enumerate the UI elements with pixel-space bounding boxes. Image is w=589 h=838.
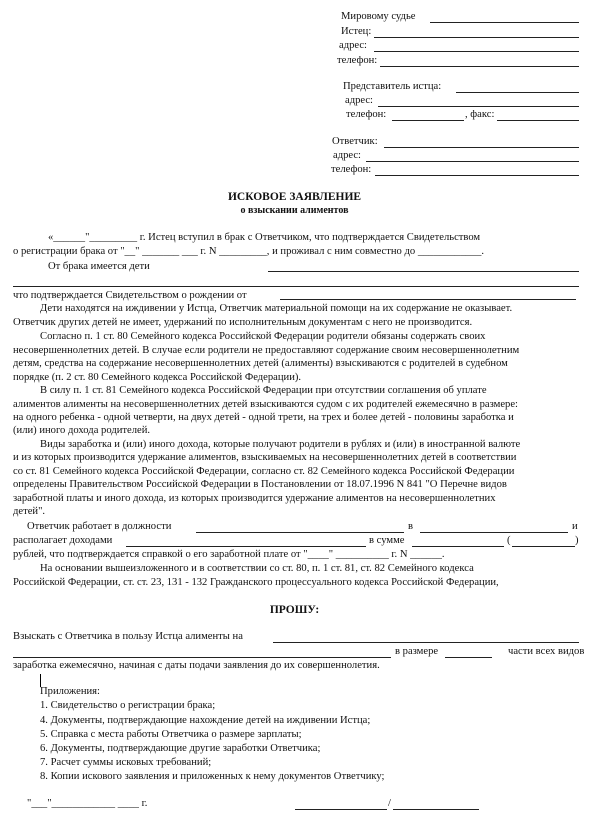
attachment-item: 6. Документы, подтверждающие другие заработки Ответчика;: [40, 743, 321, 754]
line-salary-cert: рублей, что подтверждается справкой о его заработной плате от "____" __________ г. N ______.: [13, 549, 445, 560]
defendant-label: Ответчик:: [332, 136, 378, 147]
page-title: ИСКОВОЕ ЗАЯВЛЕНИЕ: [227, 191, 362, 203]
line-27: На основании вышеизложенного и в соответствии со ст. 80, п. 1 ст. 81, ст. 82 Семейного кодекса: [40, 563, 474, 574]
plaintiff-address-label: адрес:: [339, 40, 368, 51]
birth-cert-field[interactable]: [280, 299, 576, 300]
rep-address-field[interactable]: [378, 106, 579, 107]
plaintiff-field[interactable]: [374, 37, 579, 38]
line-5: Дети находятся на иждивении у Истца, Ответчик материальной помощи на их содержание не оказывает.: [40, 303, 513, 314]
defendant-field[interactable]: [384, 147, 579, 148]
position-field[interactable]: [196, 532, 404, 533]
claim-field-2[interactable]: [13, 657, 391, 658]
signature-field[interactable]: [295, 809, 387, 810]
income-words-close: ): [575, 535, 579, 546]
attachment-item: 7. Расчет суммы исковых требований;: [40, 757, 212, 768]
claim-line-1: Взыскать с Ответчика в пользу Истца алименты на: [13, 631, 243, 642]
plaintiff-label: Истец:: [341, 26, 372, 37]
request-heading: ПРОШУ:: [269, 604, 320, 616]
attachments-title: Приложения:: [40, 686, 100, 697]
employer-field[interactable]: [420, 532, 568, 533]
income-words-field[interactable]: [512, 546, 575, 547]
claim-parts-label: части всех видов: [508, 646, 585, 657]
attachment-item: 5. Справка с места работы Ответчика о размере зарплаты;: [40, 729, 302, 740]
fax-label: , факс:: [465, 109, 495, 120]
plaintiff-address-field[interactable]: [374, 51, 579, 52]
line-20: детей".: [13, 506, 46, 517]
rep-phone-field[interactable]: [392, 120, 464, 121]
plaintiff-phone-field[interactable]: [380, 66, 579, 67]
income-label: располагает доходами: [13, 535, 113, 546]
line-2: о регистрации брака от "__" _______ ___ г. N _________, и проживал с ним совместно до ____________.: [13, 246, 485, 257]
line-15: Виды заработка и (или) иного дохода, которые получают родители в рублях и (или) в иностранной валюте: [40, 439, 521, 450]
judge-label: Мировому судье: [341, 11, 416, 22]
line-3: От брака имеется дети: [48, 261, 150, 272]
claim-line-3: заработка ежемесячно, начиная с даты подачи заявления до их совершеннолетия.: [13, 660, 380, 671]
income-sum-label: в сумме: [369, 535, 405, 546]
line-4: что подтверждается Свидетельством о рождении от: [13, 290, 247, 301]
attachment-item: 8. Копии искового заявления и приложенных к нему документов Ответчику;: [40, 771, 385, 782]
line-10: порядке (п. 2 ст. 80 Семейного кодекса Российской Федерации).: [13, 372, 302, 383]
fax-field[interactable]: [497, 120, 579, 121]
income-sum-field[interactable]: [412, 546, 504, 547]
defendant-address-field[interactable]: [366, 161, 579, 162]
line-16: и из которых производится удержание алиментов, взыскиваемых на несовершеннолетних детей в соответствии: [13, 452, 517, 463]
line-11: В силу п. 1 ст. 81 Семейного кодекса Российской Федерации при отсутствии соглашения об уплате: [40, 385, 487, 396]
position-in-label: в: [408, 521, 414, 532]
line-1: «______"_________ г. Истец вступил в брак с Ответчиком, что подтверждается Свидетельством: [48, 232, 481, 243]
income-words-open: (: [507, 535, 511, 546]
defendant-address-label: адрес:: [333, 150, 362, 161]
claim-size-label: в размере: [395, 646, 439, 657]
line-7: Согласно п. 1 ст. 80 Семейного кодекса Российской Федерации родители обязаны содержать своих: [40, 331, 486, 342]
income-field[interactable]: [126, 546, 366, 547]
rep-label: Представитель истца:: [343, 81, 442, 92]
defendant-phone-label: телефон:: [331, 164, 372, 175]
defendant-phone-field[interactable]: [375, 175, 579, 176]
attachment-item: 1. Свидетельство о регистрации брака;: [40, 700, 216, 711]
line-13: на одного ребенка - одной четверти, на двух детей - одной трети, на трех и более детей - половины заработка и: [13, 412, 514, 423]
line-8: несовершеннолетних детей. В случае если родители не предоставляют содержание своим несовершеннолетним: [13, 345, 520, 356]
rep-phone-label: телефон:: [346, 109, 387, 120]
position-and-label: и: [572, 521, 578, 532]
footer-date: "___"____________ ____ г.: [27, 798, 148, 809]
claim-size-field[interactable]: [445, 657, 492, 658]
page-subtitle: о взыскании алиментов: [240, 205, 349, 216]
line-28: Российской Федерации, ст. ст. 23, 131 - 132 Гражданского процессуального кодекса Российской Федерации,: [13, 577, 499, 588]
line-12: алиментов алименты на несовершеннолетних детей взыскиваются судом с их родителей ежемесячно в размере:: [13, 399, 519, 410]
signature-name-field[interactable]: [393, 809, 479, 810]
line-19: заработной платы и иного дохода, из которых производится удержание алиментов на несовершеннолетних: [13, 493, 496, 504]
attachment-item: 4. Документы, подтверждающие нахождение детей на иждивении Истца;: [40, 715, 371, 726]
signature-slash: /: [388, 798, 391, 809]
plaintiff-phone-label: телефон:: [337, 55, 378, 66]
line-9: детям, средства на содержание несовершеннолетних детей (алименты) взыскиваются с родителей в судебном: [13, 358, 508, 369]
judge-field[interactable]: [430, 22, 579, 23]
position-label: Ответчик работает в должности: [27, 521, 172, 532]
line-17: со ст. 81 Семейного кодекса Российской Федерации, согласно ст. 82 Семейного кодекса Российской Федерации: [13, 466, 515, 477]
children-field-2[interactable]: [13, 286, 579, 287]
claim-children-field[interactable]: [273, 642, 579, 643]
children-field-1[interactable]: [268, 271, 579, 272]
rep-address-label: адрес:: [345, 95, 374, 106]
line-6: Ответчик других детей не имеет, удержаний по исполнительным документам с него не производится.: [13, 317, 473, 328]
rep-field[interactable]: [456, 92, 579, 93]
line-18: определены Правительством Российской Федерации в Постановлении от 18.07.1996 N 841 "О Перечне видов: [13, 479, 507, 490]
line-14: (или) иного дохода родителей.: [13, 425, 151, 436]
